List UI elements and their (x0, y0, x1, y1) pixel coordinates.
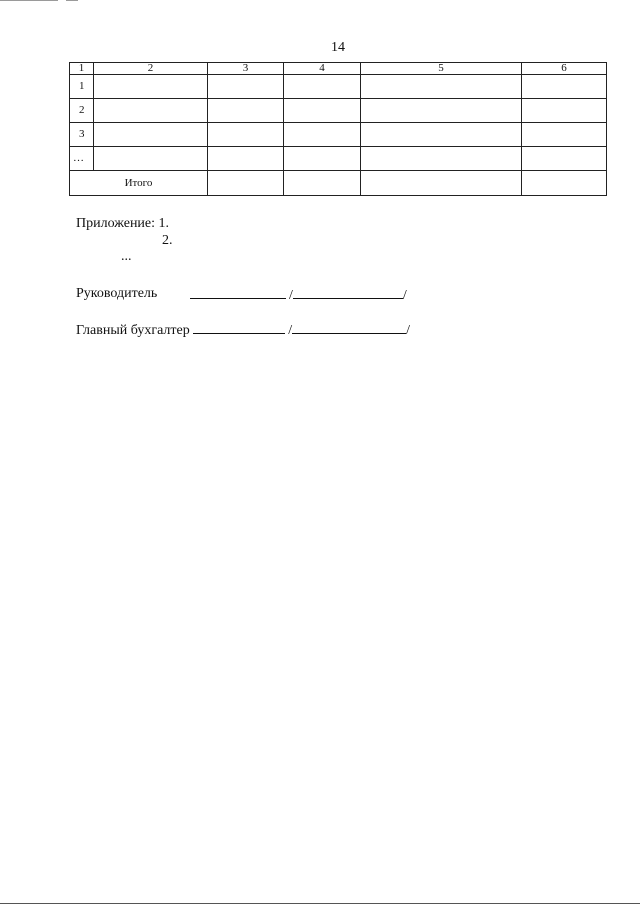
table-cell (208, 123, 284, 147)
page-number: 14 (331, 40, 345, 55)
head-signature-separator: / (289, 288, 293, 303)
attachments-label: Приложение: 1. (76, 216, 170, 231)
table-cell (94, 75, 208, 99)
table-cell (208, 171, 284, 196)
table-header-row (70, 63, 607, 75)
table-cell (284, 99, 361, 123)
head-signature-blank (190, 286, 286, 299)
table-cell (284, 147, 361, 171)
table-cell (361, 99, 522, 123)
head-name-blank (293, 286, 403, 299)
table-cell (522, 171, 607, 196)
table-row (70, 75, 607, 99)
row-number: 3 (70, 123, 94, 147)
chief-accountant-label: Главный бухгалтер (76, 323, 190, 338)
table-cell (361, 123, 522, 147)
table-cell (522, 147, 607, 171)
total-label: Итого (70, 171, 208, 196)
row-number: 2 (70, 99, 94, 123)
table-cell (284, 123, 361, 147)
head-signature-line (76, 286, 157, 302)
head-signature-end: / (402, 288, 407, 303)
column-header: 5 (361, 63, 522, 75)
table-row (70, 123, 607, 147)
total-row (70, 171, 607, 196)
column-header: 3 (208, 63, 284, 75)
column-header: 6 (522, 63, 607, 75)
table-cell (94, 123, 208, 147)
column-header: 4 (284, 63, 361, 75)
scan-edge-top (0, 0, 58, 1)
table-cell (361, 147, 522, 171)
column-header: 1 (70, 63, 94, 75)
attachment-item-more: ... (121, 249, 132, 264)
row-number: … (70, 147, 94, 171)
data-table (69, 62, 607, 196)
chief-accountant-separator: / (288, 323, 293, 338)
attachment-item-2: 2. (162, 233, 173, 248)
table-row (70, 147, 607, 171)
chief-accountant-end: / (406, 323, 411, 338)
table-cell (208, 75, 284, 99)
table-cell (208, 147, 284, 171)
table-cell (522, 123, 607, 147)
chief-accountant-signature-line (76, 321, 410, 339)
head-signature-blanks (190, 286, 407, 304)
table-cell (284, 75, 361, 99)
table-cell (94, 99, 208, 123)
chief-accountant-signature-blank (193, 321, 285, 334)
table-cell (361, 75, 522, 99)
column-header: 2 (94, 63, 208, 75)
table-cell (208, 99, 284, 123)
scan-edge-bottom (0, 903, 640, 904)
table-cell (361, 171, 522, 196)
row-number: 1 (70, 75, 94, 99)
table-cell (284, 171, 361, 196)
table-cell (522, 99, 607, 123)
table-cell (94, 147, 208, 171)
head-label: Руководитель (76, 286, 158, 301)
scan-edge-top-short (66, 0, 78, 1)
table-cell (522, 75, 607, 99)
chief-accountant-name-blank (292, 321, 406, 334)
table-row (70, 99, 607, 123)
